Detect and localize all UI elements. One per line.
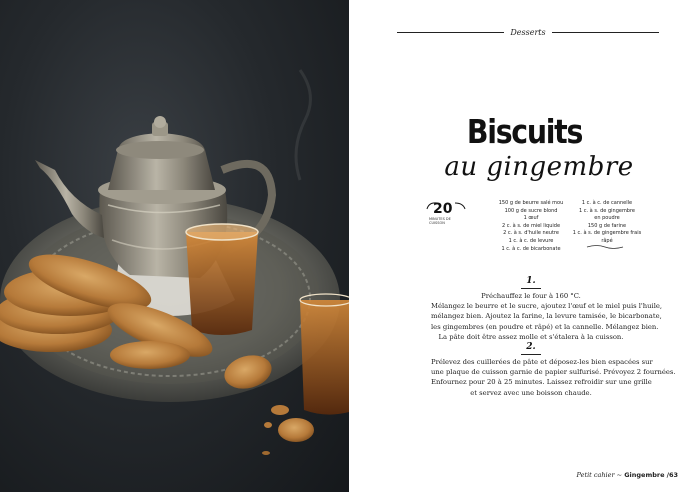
caption-line-1: MINUTES DE bbox=[429, 217, 451, 221]
ingredient-item: râpé bbox=[601, 237, 613, 244]
footer-series: Petit cahier bbox=[576, 471, 615, 479]
step-number-rule bbox=[521, 354, 541, 355]
ingredient-item: 1 c. à c. de cannelle bbox=[581, 200, 633, 206]
cooking-time-badge bbox=[425, 201, 469, 225]
header-rule-right bbox=[552, 32, 659, 33]
step-line: Enfournez pour 20 à 25 minutes. Laissez refroidir sur une grille bbox=[431, 378, 652, 387]
ingredient-item: 2 c. à s. de miel liquide bbox=[501, 222, 561, 229]
recipe-photo bbox=[0, 0, 349, 492]
caption-line-2: CUISSON bbox=[429, 221, 445, 225]
step-number-rule bbox=[521, 288, 541, 289]
recipe-title: Biscuits bbox=[466, 112, 583, 151]
ingredient-item: 2 c. à s. d'huile neutre bbox=[503, 230, 559, 237]
cooking-time-caption bbox=[429, 217, 473, 225]
header-rule-left bbox=[397, 32, 504, 33]
section-label: Desserts bbox=[510, 27, 546, 37]
footer-topic: Gingembre bbox=[624, 471, 665, 479]
step-line: Prélevez des cuillerées de pâte et déposez-les bien espacées sur bbox=[431, 358, 653, 366]
ingredients-column-right bbox=[567, 200, 647, 246]
step-1 bbox=[431, 268, 663, 342]
step-line: une plaque de cuisson garnie de papier sulfurisé. Prévoyez 2 fournées. bbox=[431, 368, 676, 377]
flourish-ornament-icon bbox=[585, 244, 625, 250]
page-number: /63 bbox=[666, 471, 678, 479]
ingredient-item: 1 c. à s. de gingembre frais bbox=[572, 230, 642, 237]
footer-separator: ~ bbox=[616, 471, 623, 479]
step-line: Mélangez le beurre et le sucre, ajoutez l'œuf et le miel puis l'huile, bbox=[431, 302, 663, 311]
recipe-subtitle: au gingembre bbox=[444, 152, 634, 182]
ingredients-column-left bbox=[491, 200, 571, 253]
ingredient-item: en poudre bbox=[594, 215, 620, 222]
ingredient-item: 1 c. à c. de levure bbox=[508, 237, 554, 244]
ingredient-item: 1 c. à s. de gingembre bbox=[578, 207, 636, 214]
ingredient-item: 150 g de beurre salé mou bbox=[498, 200, 564, 206]
ingredient-item: 1 œuf bbox=[523, 215, 539, 222]
page-footer bbox=[577, 471, 678, 479]
step-number: 1. bbox=[526, 276, 536, 286]
teapot-biscuits-illustration bbox=[0, 0, 349, 492]
step-number: 2. bbox=[526, 342, 536, 352]
step-line: Préchauffez le four à 160 °C. bbox=[481, 292, 581, 300]
ingredient-item: 1 c. à c. de bicarbonate bbox=[501, 245, 561, 252]
step-2 bbox=[431, 334, 676, 398]
step-line: les gingembres (en poudre et râpé) et la cannelle. Mélangez bien. bbox=[431, 322, 659, 331]
recipe-page bbox=[349, 0, 700, 492]
ingredient-item: 100 g de sucre blond bbox=[504, 207, 558, 214]
cooking-time-value: 20 bbox=[433, 201, 453, 217]
step-line: et servez avec une boisson chaude. bbox=[470, 388, 592, 397]
step-line: La pâte doit être assez molle et s'étalera à la cuisson. bbox=[438, 332, 624, 341]
section-header bbox=[397, 24, 659, 40]
ingredient-item: 150 g de farine bbox=[587, 222, 627, 229]
step-line: mélangez bien. Ajoutez la farine, la levure tamisée, le bicarbonate, bbox=[431, 312, 662, 321]
